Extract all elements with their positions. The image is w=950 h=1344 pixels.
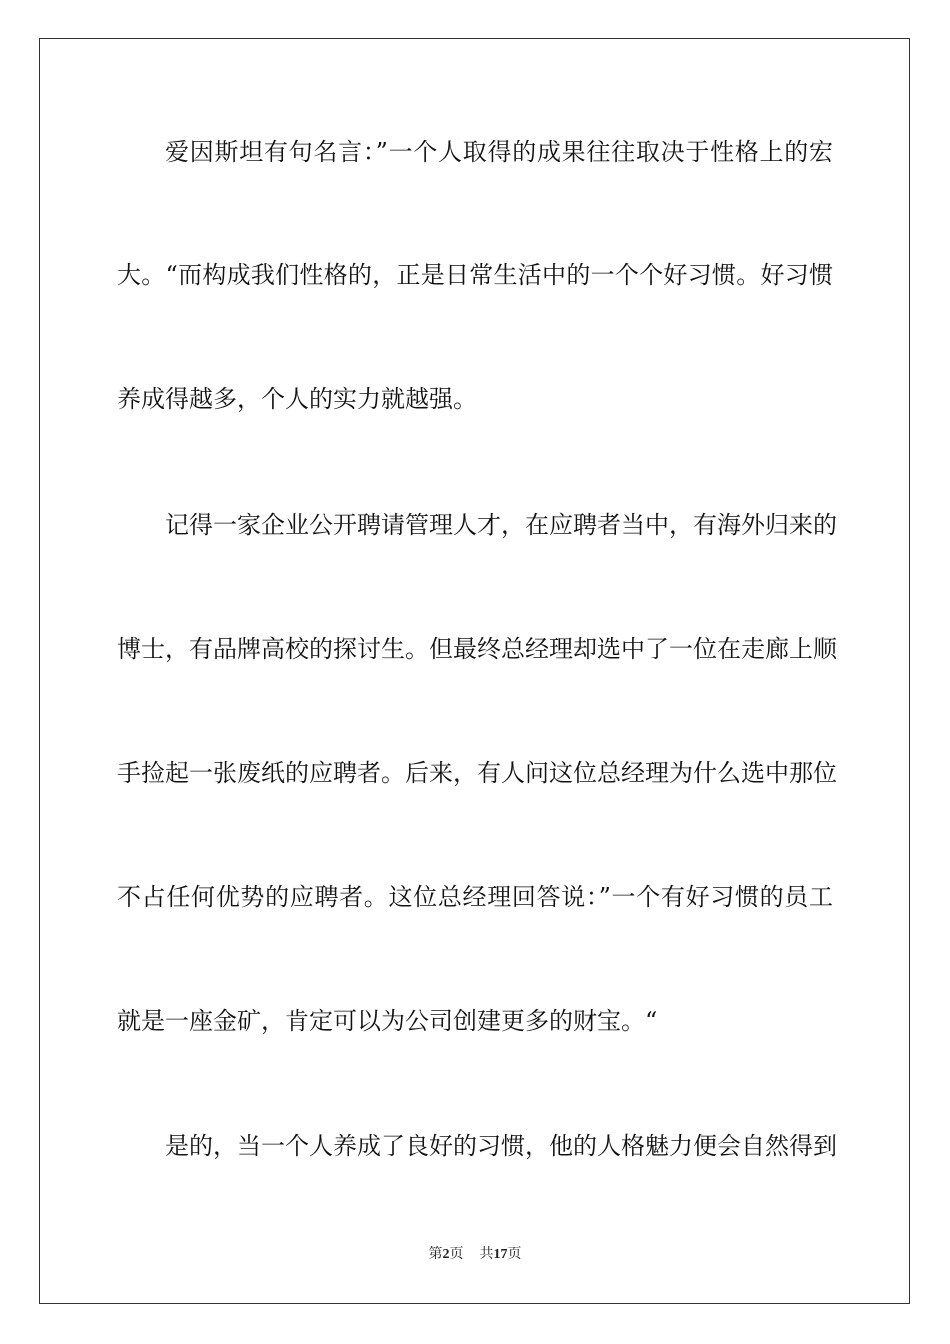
paragraph-line: 就是一座金矿，肯定可以为公司创建更多的财宝。“	[117, 1007, 658, 1035]
page-suffix: 页	[449, 1247, 464, 1262]
page-prefix: 第	[428, 1247, 443, 1262]
total-suffix: 页	[507, 1247, 522, 1262]
total-pages: 17	[493, 1247, 508, 1262]
page-footer	[0, 1246, 950, 1264]
page-number: 2	[442, 1247, 450, 1262]
page-border	[39, 38, 910, 1304]
paragraph-line: 爱因斯坦有句名言：”一个人取得的成果往往取决于性格上的宏	[165, 138, 833, 166]
paragraph-line: 是的，当一个人养成了良好的习惯，他的人格魅力便会自然得到	[165, 1132, 837, 1160]
paragraph-line: 记得一家企业公开聘请管理人才，在应聘者当中，有海外归来的	[165, 511, 837, 539]
paragraph-line: 大。“而构成我们性格的，正是日常生活中的一个个好习惯。好习惯	[117, 261, 833, 289]
paragraph-line: 不占任何优势的应聘者。这位总经理回答说：”一个有好习惯的员工	[117, 883, 833, 911]
paragraph-line: 博士，有品牌高校的探讨生。但最终总经理却选中了一位在走廊上顺	[117, 635, 837, 663]
paragraph-line: 养成得越多，个人的实力就越强。	[117, 385, 477, 413]
paragraph-line: 手捡起一张废纸的应聘者。后来，有人问这位总经理为什么选中那位	[117, 759, 837, 787]
total-prefix: 共	[479, 1247, 494, 1262]
